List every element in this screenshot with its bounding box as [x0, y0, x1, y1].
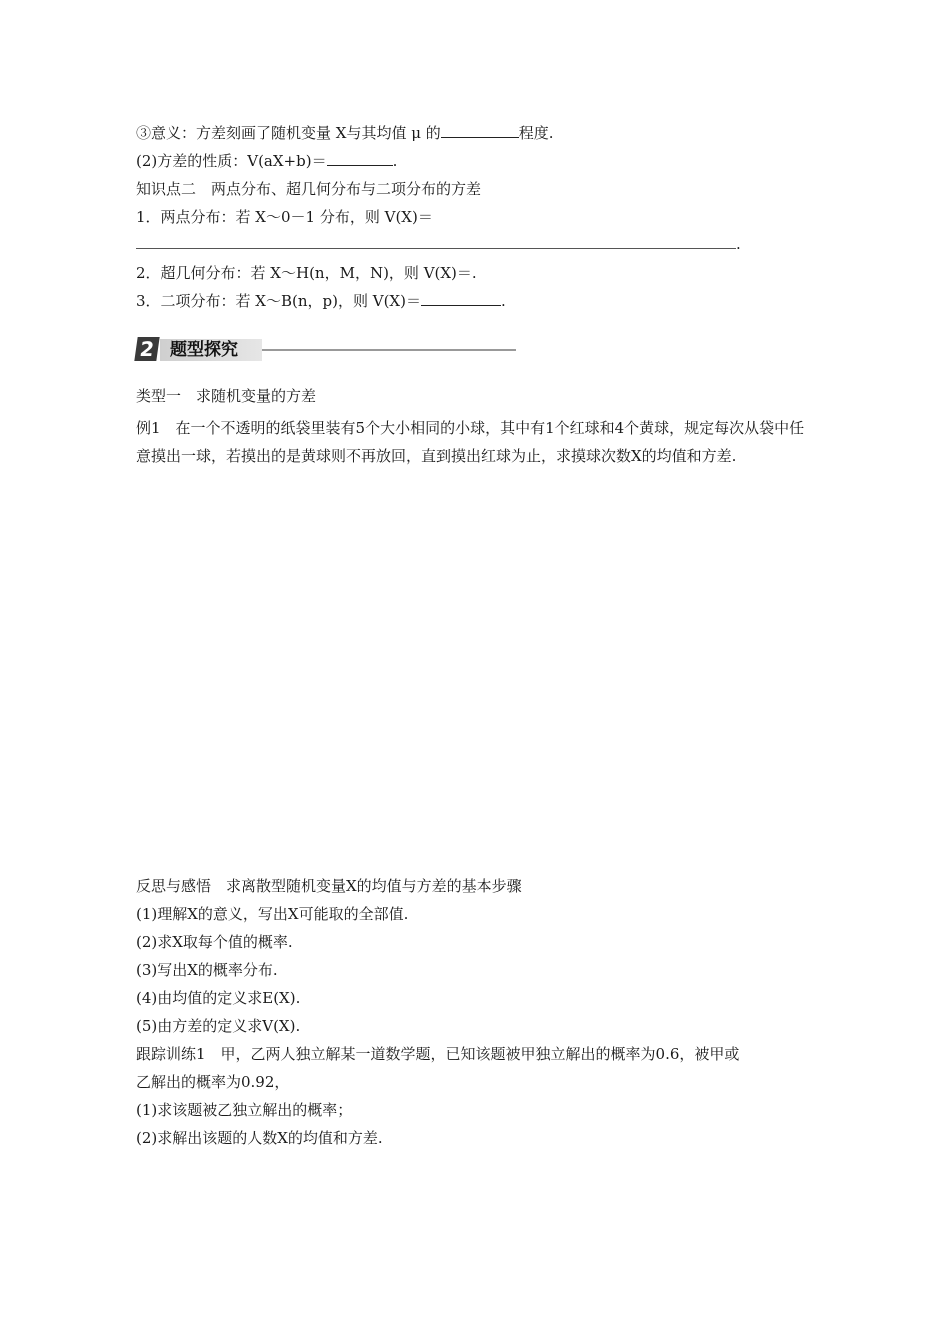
answer-rule-end: . [736, 235, 741, 253]
meaning-text: ③意义：方差刻画了随机变量 X与其均值 μ 的 [136, 124, 441, 142]
training-line: 跟踪训练1 甲，乙两人独立解某一道数学题，已知该题被甲独立解出的概率为0.6，被甲或 [136, 1045, 740, 1063]
hypergeometric-line: 2．超几何分布：若 X～H(n，M，N)，则 V(X)＝. [136, 264, 477, 282]
binomial-line [136, 291, 506, 311]
section-header [136, 337, 516, 363]
section-title: 题型探究 [170, 340, 238, 360]
reflection-step: (2)求X取每个值的概率. [136, 933, 293, 951]
type-heading: 类型一 求随机变量的方差 [136, 387, 317, 405]
variance-property-line [136, 151, 397, 171]
blank [421, 291, 501, 306]
reflection-step: (3)写出X的概率分布. [136, 961, 278, 979]
training-line: 乙解出的概率为0.92， [136, 1073, 290, 1091]
example-text: 例1 在一个不透明的纸袋里装有5个大小相同的小球，其中有1个红球和4个黄球，规定每次从袋中任意摸出一球，若摸出的是黄球则不再放回，直到摸出红球为止，求摸球次数X的均值和方差. [136, 419, 805, 465]
reflection-step: (4)由均值的定义求E(X). [136, 989, 301, 1007]
two-point-line: 1．两点分布：若 X～0－1 分布，则 V(X)＝ [136, 208, 433, 226]
reflection-step: (1)理解X的意义，写出X可能取的全部值. [136, 905, 409, 923]
training-question: (1)求该题被乙独立解出的概率； [136, 1101, 353, 1119]
meaning-line [136, 123, 554, 143]
blank [441, 123, 519, 138]
meaning-text-end: 程度. [518, 124, 554, 142]
answer-rule [136, 248, 736, 249]
training-question: (2)求解出该题的人数X的均值和方差. [136, 1129, 383, 1147]
reflection-step: (5)由方差的定义求V(X). [136, 1017, 301, 1035]
knowledge-point-heading: 知识点二 两点分布、超几何分布与二项分布的方差 [136, 180, 482, 198]
binomial-text-end: . [500, 292, 506, 310]
blank [327, 151, 393, 166]
reflection-title: 反思与感悟 求离散型随机变量X的均值与方差的基本步骤 [136, 877, 522, 895]
property-text: (2)方差的性质：V(aX+b)＝ [136, 152, 327, 170]
section-rule [262, 349, 516, 351]
section-number: 2 [134, 337, 159, 361]
property-text-end: . [392, 152, 398, 170]
binomial-text: 3．二项分布：若 X～B(n，p)，则 V(X)＝ [136, 292, 421, 310]
